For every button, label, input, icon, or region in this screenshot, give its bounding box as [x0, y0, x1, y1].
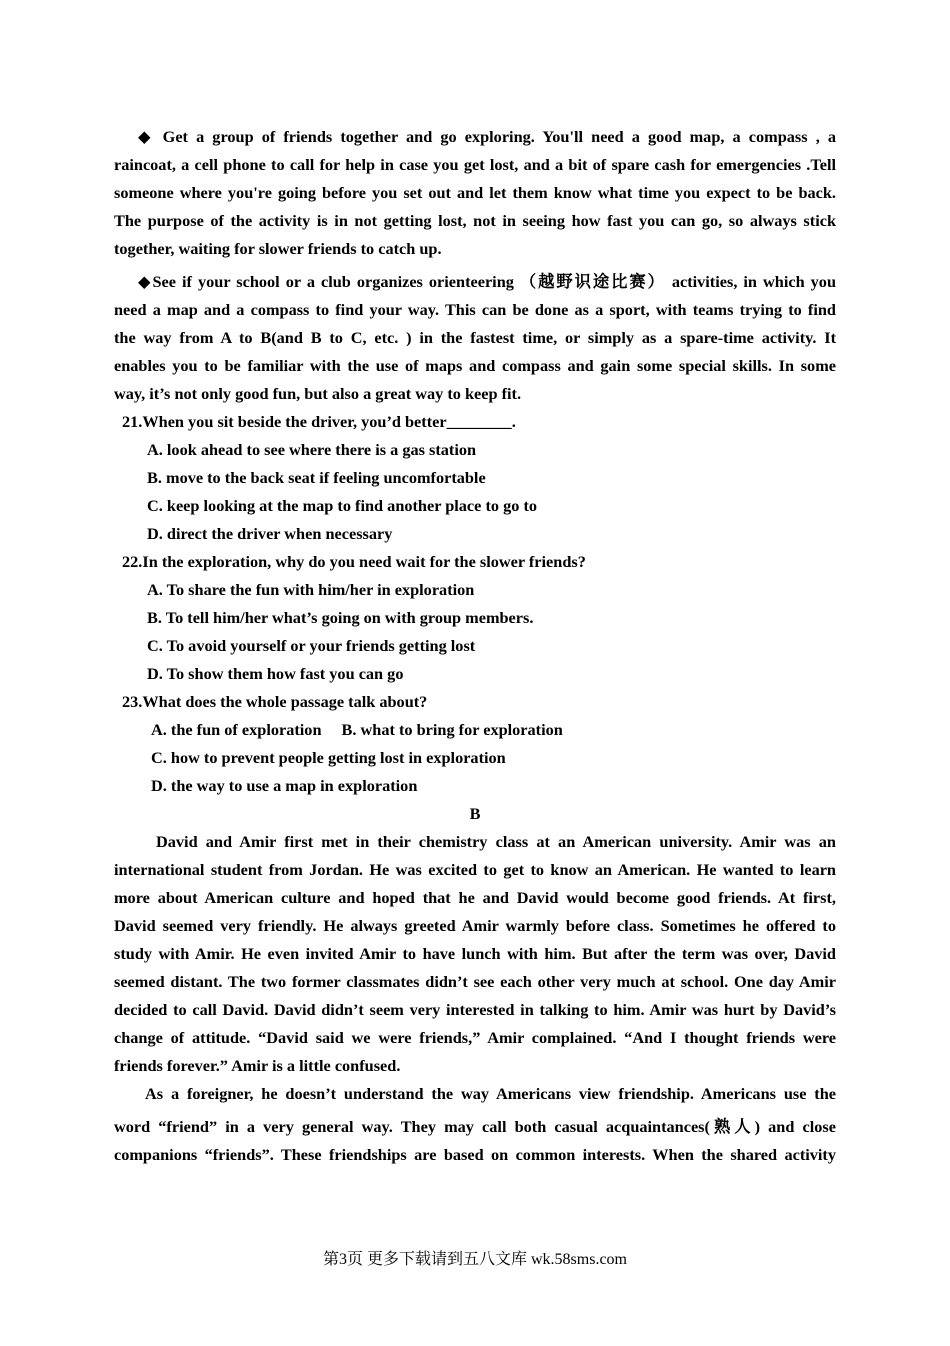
- passage-b-paragraph-2: [114, 1080, 836, 1169]
- option-b: B. what to bring for exploration: [341, 720, 563, 739]
- text-line: companions “friends”. These friendships are based on common interests. When the shared activity: [114, 1145, 836, 1164]
- option-a: A. look ahead to see where there is a gas station: [147, 440, 477, 459]
- text-line: ◆See if your school or a club organizes orienteering （越野识途比赛） activities, in which you: [138, 272, 836, 291]
- option-c: C. how to prevent people getting lost in exploration: [151, 748, 506, 767]
- text-line: The purpose of the activity is in not getting lost, not in seeing how fast you can go, so always stick: [114, 211, 836, 230]
- option-d: D. To show them how fast you can go: [147, 664, 404, 683]
- text-line: David seemed very friendly. He always greeted Amir warmly before class. Sometimes he offered to: [114, 916, 836, 935]
- text-line: someone where you're going before you set out and let them know what time you expect to be back.: [114, 183, 836, 202]
- option-b: B. To tell him/her what’s going on with group members.: [147, 608, 534, 627]
- text-line: the way from A to B(and B to C, etc. ) in the fastest time, or simply as a spare-time activity. It: [114, 328, 836, 347]
- question-21: [114, 408, 836, 548]
- option-a: A. To share the fun with him/her in exploration: [147, 580, 475, 599]
- option-a: A. the fun of exploration: [151, 720, 322, 739]
- passage-b-paragraph-1: [114, 828, 836, 1080]
- text-line: more about American culture and hoped that he and David would become good friends. At first,: [114, 888, 836, 907]
- question-stem: 21.When you sit beside the driver, you’d better________.: [122, 412, 516, 431]
- document-page: [114, 123, 836, 1169]
- options-row: [114, 716, 836, 744]
- page-footer: 第3页 更多下载请到五八文库 wk.58sms.com: [322, 1251, 627, 1268]
- text-line: decided to call David. David didn’t seem very interested in talking to him. Amir was hurt by David’s: [114, 1000, 836, 1019]
- text-line: As a foreigner, he doesn’t understand the way Americans view friendship. Americans use the: [145, 1084, 836, 1103]
- question-23: [114, 688, 836, 800]
- question-stem: 22.In the exploration, why do you need wait for the slower friends?: [122, 552, 586, 571]
- text-line: ◆ Get a group of friends together and go exploring. You'll need a good map, a compass , a: [138, 127, 836, 146]
- passage-a-paragraph-1: [114, 123, 836, 263]
- option-c: C. keep looking at the map to find another place to go to: [147, 496, 538, 515]
- text-line: seemed distant. The two former classmates didn’t see each other very much at school. One day Amir: [114, 972, 836, 991]
- text-line: friends forever.” Amir is a little confused.: [114, 1056, 401, 1075]
- option-d: D. the way to use a map in exploration: [151, 776, 418, 795]
- question-22: [114, 548, 836, 688]
- text-line: study with Amir. He even invited Amir to have lunch with him. But after the term was over, David: [114, 944, 836, 963]
- option-d: D. direct the driver when necessary: [147, 524, 393, 543]
- text-line: enables you to be familiar with the use of maps and compass and gain some special skills. In some: [114, 356, 836, 375]
- text-line: David and Amir first met in their chemistry class at an American university. Amir was an: [156, 832, 836, 851]
- text-line: change of attitude. “David said we were friends,” Amir complained. “And I thought friends were: [114, 1028, 836, 1047]
- text-line: need a map and a compass to find your way. This can be done as a sport, with teams trying to find: [114, 300, 836, 319]
- text-line: international student from Jordan. He was excited to get to know an American. He wanted to learn: [114, 860, 836, 879]
- question-stem: 23.What does the whole passage talk about?: [122, 692, 428, 711]
- text-line: way, it’s not only good fun, but also a great way to keep fit.: [114, 384, 522, 403]
- option-c: C. To avoid yourself or your friends getting lost: [147, 636, 476, 655]
- text-line: raincoat, a cell phone to call for help in case you get lost, and a bit of spare cash for emergencies .Tell: [114, 155, 836, 174]
- text-line: word “friend” in a very general way. They may call both casual acquaintances(熟人) and close: [114, 1117, 836, 1136]
- text-line: together, waiting for slower friends to catch up.: [114, 239, 442, 258]
- option-b: B. move to the back seat if feeling uncomfortable: [147, 468, 486, 487]
- section-heading: B: [469, 804, 481, 823]
- passage-a-paragraph-2: [114, 268, 836, 408]
